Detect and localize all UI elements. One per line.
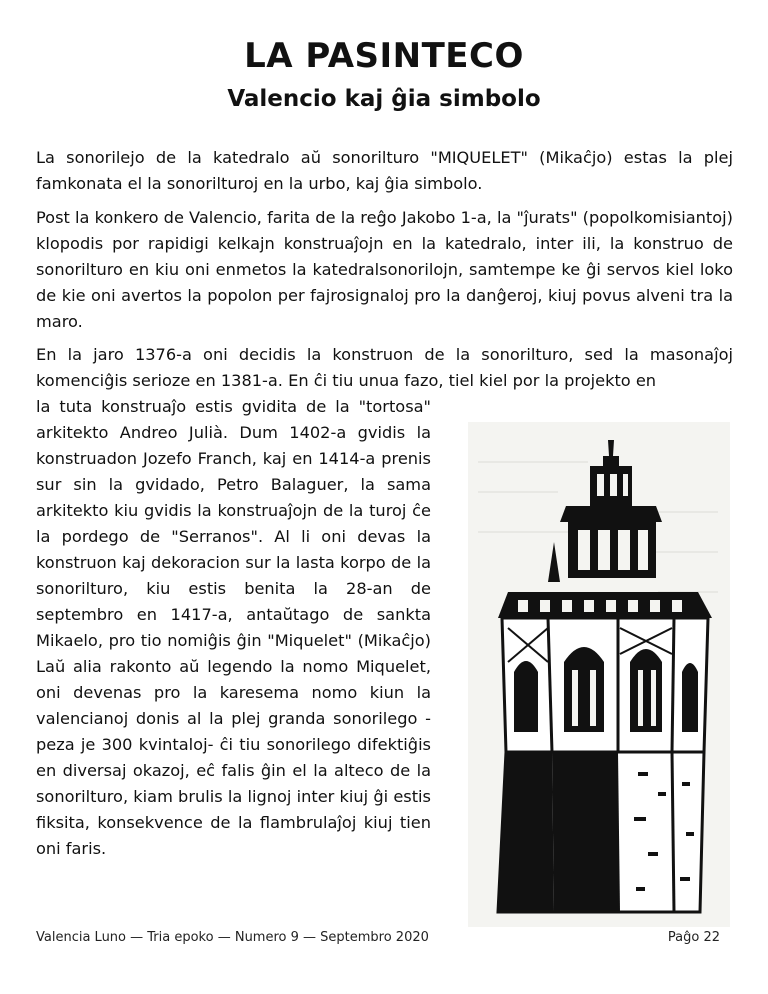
paragraph-construction-continued: la tuta konstruaĵo estis gvidita de la "tortosa" arkitekto Andreo Julià. Dum 1402-a gvidis la konstruadon Jozefo Franch, kaj en 1414-a prenis sur sin la gvidado, Petro Balaguer, la sama arkitekto kiu gvidis la konstruaĵojn de la turoj ĉe la pordego de "Serranos". Al li oni devas la konstruon kaj dekoracion sur la lasta korpo de la sonorilturo, kiu estis benita la 28-an de septembro en 1417-a, antaŭtago de sankta Mikaelo, pro tio nomiĝis ĝin "Miquelet" (Mikaĉjo) Laŭ alia rakonto aŭ legendo la nomo Miquelet, oni devenas pro la karesema nomo kiun la valencianoj donis al la plej granda sonorilego -peza je 300 kvintaloj- ĉi tiu sonorilego difektiĝis en diversaj okazoj, eĉ falis ĝin el la alteco de la sonorilturo, kiam brulis la lignoj inter kiuj ĝi estis fiksita, konsekvence de la flambrulaĵoj kiuj tien oni faris. xyxy=(36,397,431,858)
bell-tower-illustration xyxy=(468,422,730,927)
footer-publication-info: Valencia Luno — Tria epoko — Numero 9 — Septembro 2020 xyxy=(36,930,429,945)
page-title: LA PASINTECO xyxy=(244,36,524,76)
paragraph-intro: La sonorilejo de la katedralo aŭ sonorilturo "MIQUELET" (Mikaĉjo) estas la plej famkonata el la sonorilturoj en la urbo, kaj ĝia simbolo. xyxy=(36,148,733,193)
bell-tower-icon xyxy=(468,422,730,927)
footer-page-number: Paĝo 22 xyxy=(667,930,720,945)
paragraph-construction: En la jaro 1376-a oni decidis la konstruon de la sonorilturo, sed la masonaĵoj komenciĝis serioze en 1381-a. En ĉi tiu unua fazo, tiel kiel por la projekto en xyxy=(36,345,733,390)
paragraph-history: Post la konkero de Valencio, farita de la reĝo Jakobo 1-a, la "ĵurats" (popolkomisiantoj) klopodis por rapidigi kelkajn konstruaĵojn en la katedralo, inter ili, la konstruo de sonorilturo en kiu oni enmetos la katedralsonorilojn, samtempe ke ĝi servos kiel loko de kie oni avertos la popolon per fajrosignaloj pro la danĝeroj, kiuj povus alveni tra la maro. xyxy=(36,208,733,331)
page-subtitle: Valencio kaj ĝia simbolo xyxy=(227,86,541,112)
